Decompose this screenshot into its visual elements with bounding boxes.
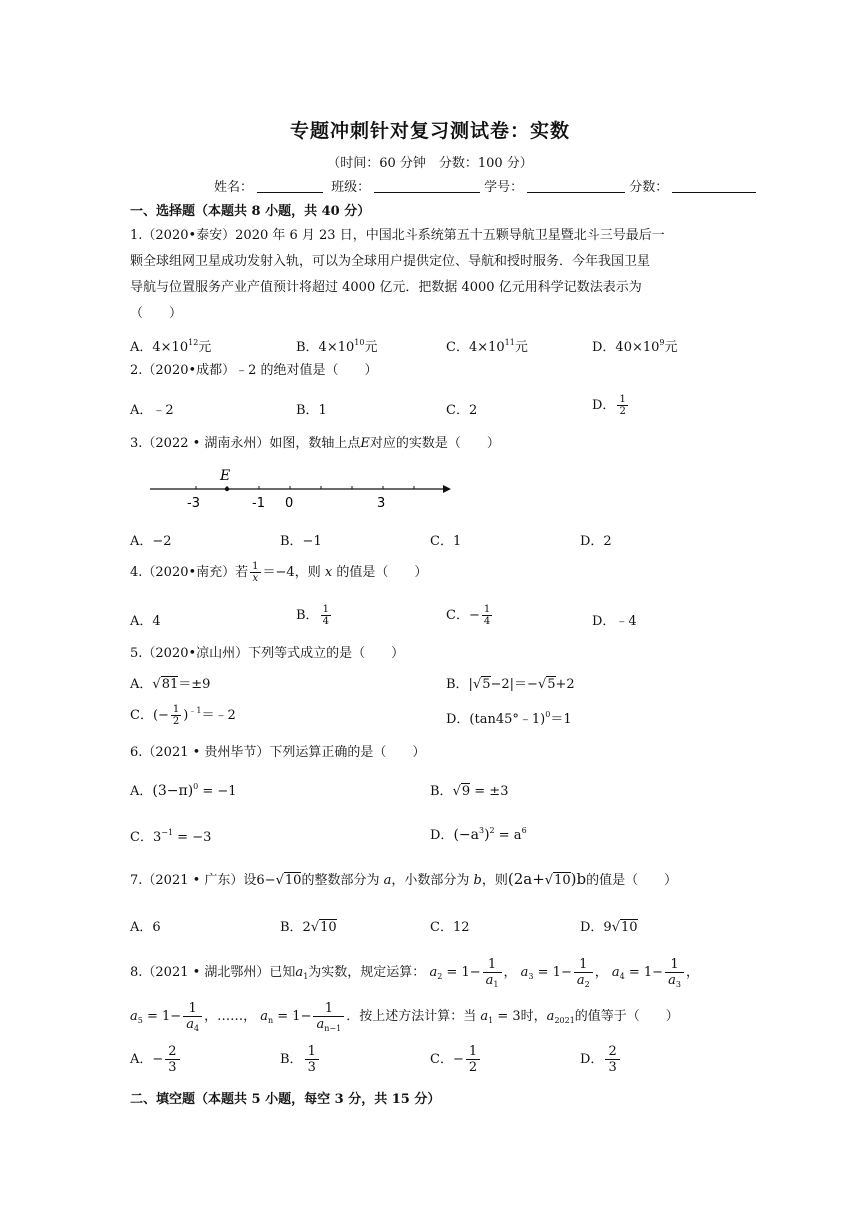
q4-option-b[interactable]: B． $\frac{1}{4}$ [296, 604, 329, 627]
q7-option-d[interactable]: D．9√10 [580, 920, 638, 935]
q4-option-a[interactable]: A．4 [130, 614, 161, 629]
q2-stem: 2.（2020•成都）﹣2 的绝对值是（ ） [130, 363, 378, 378]
id-label: 学号： [484, 180, 524, 195]
score-blank[interactable] [672, 179, 756, 193]
q2-option-d[interactable]: D． $\frac{1}{2}$ [592, 394, 626, 417]
q5-option-b[interactable]: B．|√5−2|＝−√5+2 [446, 677, 575, 692]
q2-option-c[interactable]: C．2 [446, 403, 478, 418]
q2-option-b[interactable]: B．1 [296, 403, 327, 418]
q8-option-a[interactable]: A．− $\frac{2}{3}$ [130, 1044, 182, 1075]
tick-label-neg1: -1 [252, 496, 265, 511]
student-info-row [214, 176, 760, 195]
q5-option-c[interactable]: C．(− $\frac{1}{2}$ )$^{﹣1}$＝﹣2 [130, 704, 236, 727]
page-title: 专题冲刺针对复习测试卷：实数 [289, 120, 570, 142]
q8-line2: $a_5 = 1-$ $\frac{1}{a_4}$ ，……， $a_n = 1-$ $\frac{1}{a_{n-1}}$ ．按上述方法计算：当 $a_1 = 3$时，$a_{2021}$的值等于（ ） [130, 1001, 679, 1033]
q2-option-a[interactable]: A．﹣2 [130, 403, 174, 418]
q1-option-d[interactable]: D．$40\times 10^9$元 [592, 338, 678, 355]
q6-option-a[interactable]: A．$(3-\pi)^0 = -1$ [130, 782, 237, 799]
q6-option-c[interactable]: C．$3^{-1} = -3$ [130, 828, 212, 845]
q5-stem: 5.（2020•凉山州）下列等式成立的是（ ） [130, 646, 405, 661]
q1-line1: 1.（2020•泰安）2020 年 6 月 23 日，中国北斗系统第五十五颗导航卫星暨北斗三号最后一 [130, 228, 665, 243]
point-e-label: E [220, 468, 231, 484]
q5-option-a[interactable]: A．√81＝±9 [130, 677, 211, 692]
q4-option-c[interactable]: C．− $\frac{1}{4}$ [446, 604, 491, 627]
q3-stem: 3.（2022 • 湖南永州）如图，数轴上点E对应的实数是（ ） [130, 436, 500, 451]
number-line-arrow [443, 485, 451, 493]
q3-option-a[interactable]: A．−2 [130, 534, 172, 549]
q6-stem: 6.（2021 • 贵州毕节）下列运算正确的是（ ） [130, 745, 426, 760]
name-blank[interactable] [257, 179, 323, 193]
q3-option-b[interactable]: B．−1 [280, 534, 322, 549]
id-blank[interactable] [527, 179, 625, 193]
section-heading-choice: 一、选择题（本题共 8 小题，共 40 分） [130, 204, 371, 219]
q5-option-d[interactable]: D．(tan45°﹣1)$^0$＝1 [446, 710, 572, 727]
number-line-figure [140, 462, 460, 518]
q4-option-d[interactable]: D．﹣4 [592, 614, 637, 629]
q7-stem: 7.（2021 • 广东）设6−√10的整数部分为 a，小数部分为 b，则(2a+√10)b的值是（ ） [130, 870, 678, 888]
class-blank[interactable] [374, 179, 480, 193]
score-label: 分数： [629, 180, 669, 195]
q7-option-a[interactable]: A．6 [130, 920, 161, 935]
q7-option-c[interactable]: C．12 [430, 920, 470, 935]
q8-option-c[interactable]: C．− $\frac{1}{2}$ [430, 1044, 482, 1075]
q6-option-b[interactable]: B．√9 = ±3 [430, 784, 509, 799]
section-heading-fill-blank: 二、填空题（本题共 5 小题，每空 3 分，共 15 分） [130, 1092, 441, 1107]
point-e-marker [225, 487, 229, 491]
q1-option-b[interactable]: B．$4\times 10^{10}$元 [296, 338, 378, 355]
tick-label-0: 0 [285, 496, 294, 511]
q3-option-d[interactable]: D．2 [580, 534, 612, 549]
q8-option-d[interactable]: D． $\frac{2}{3}$ [580, 1044, 622, 1075]
q8-option-b[interactable]: B． $\frac{1}{3}$ [280, 1044, 321, 1075]
name-label: 姓名： [214, 180, 254, 195]
q7-option-b[interactable]: B．2√10 [280, 920, 337, 935]
q8-line1: 8.（2021 • 湖北鄂州）已知$a_1$为实数，规定运算： $a_2 = 1-$ $\frac{1}{a_1}$ ， $a_3 = 1-$ $\frac{1}{a_2}$ ， $a_4 = 1-$ $\frac{1}{a_3}$ ， [130, 957, 699, 989]
exam-time-score: （时间：60 分钟 分数：100 分） [327, 156, 533, 171]
q1-line2: 颗全球组网卫星成功发射入轨，可以为全球用户提供定位、导航和授时服务．今年我国卫星 [130, 254, 651, 269]
q1-line4: （ ） [130, 306, 183, 321]
q6-option-d[interactable]: D．$(-a^3)^2 = a^6$ [430, 826, 527, 843]
q1-line3: 导航与位置服务产业产值预计将超过 4000 亿元．把数据 4000 亿元用科学记数法表示为 [130, 280, 642, 295]
tick-label-3: 3 [377, 496, 386, 511]
tick-label-neg3: -3 [187, 496, 200, 511]
class-label: 班级： [331, 180, 371, 195]
q1-option-a[interactable]: A．$4\times 10^{12}$元 [130, 338, 212, 355]
q1-option-c[interactable]: C．$4\times 10^{11}$元 [446, 338, 528, 355]
q3-option-c[interactable]: C．1 [430, 534, 462, 549]
q4-stem: 4.（2020•南充）若 $\frac{1}{x}$ ＝−4，则 x 的值是（ ） [130, 561, 428, 584]
